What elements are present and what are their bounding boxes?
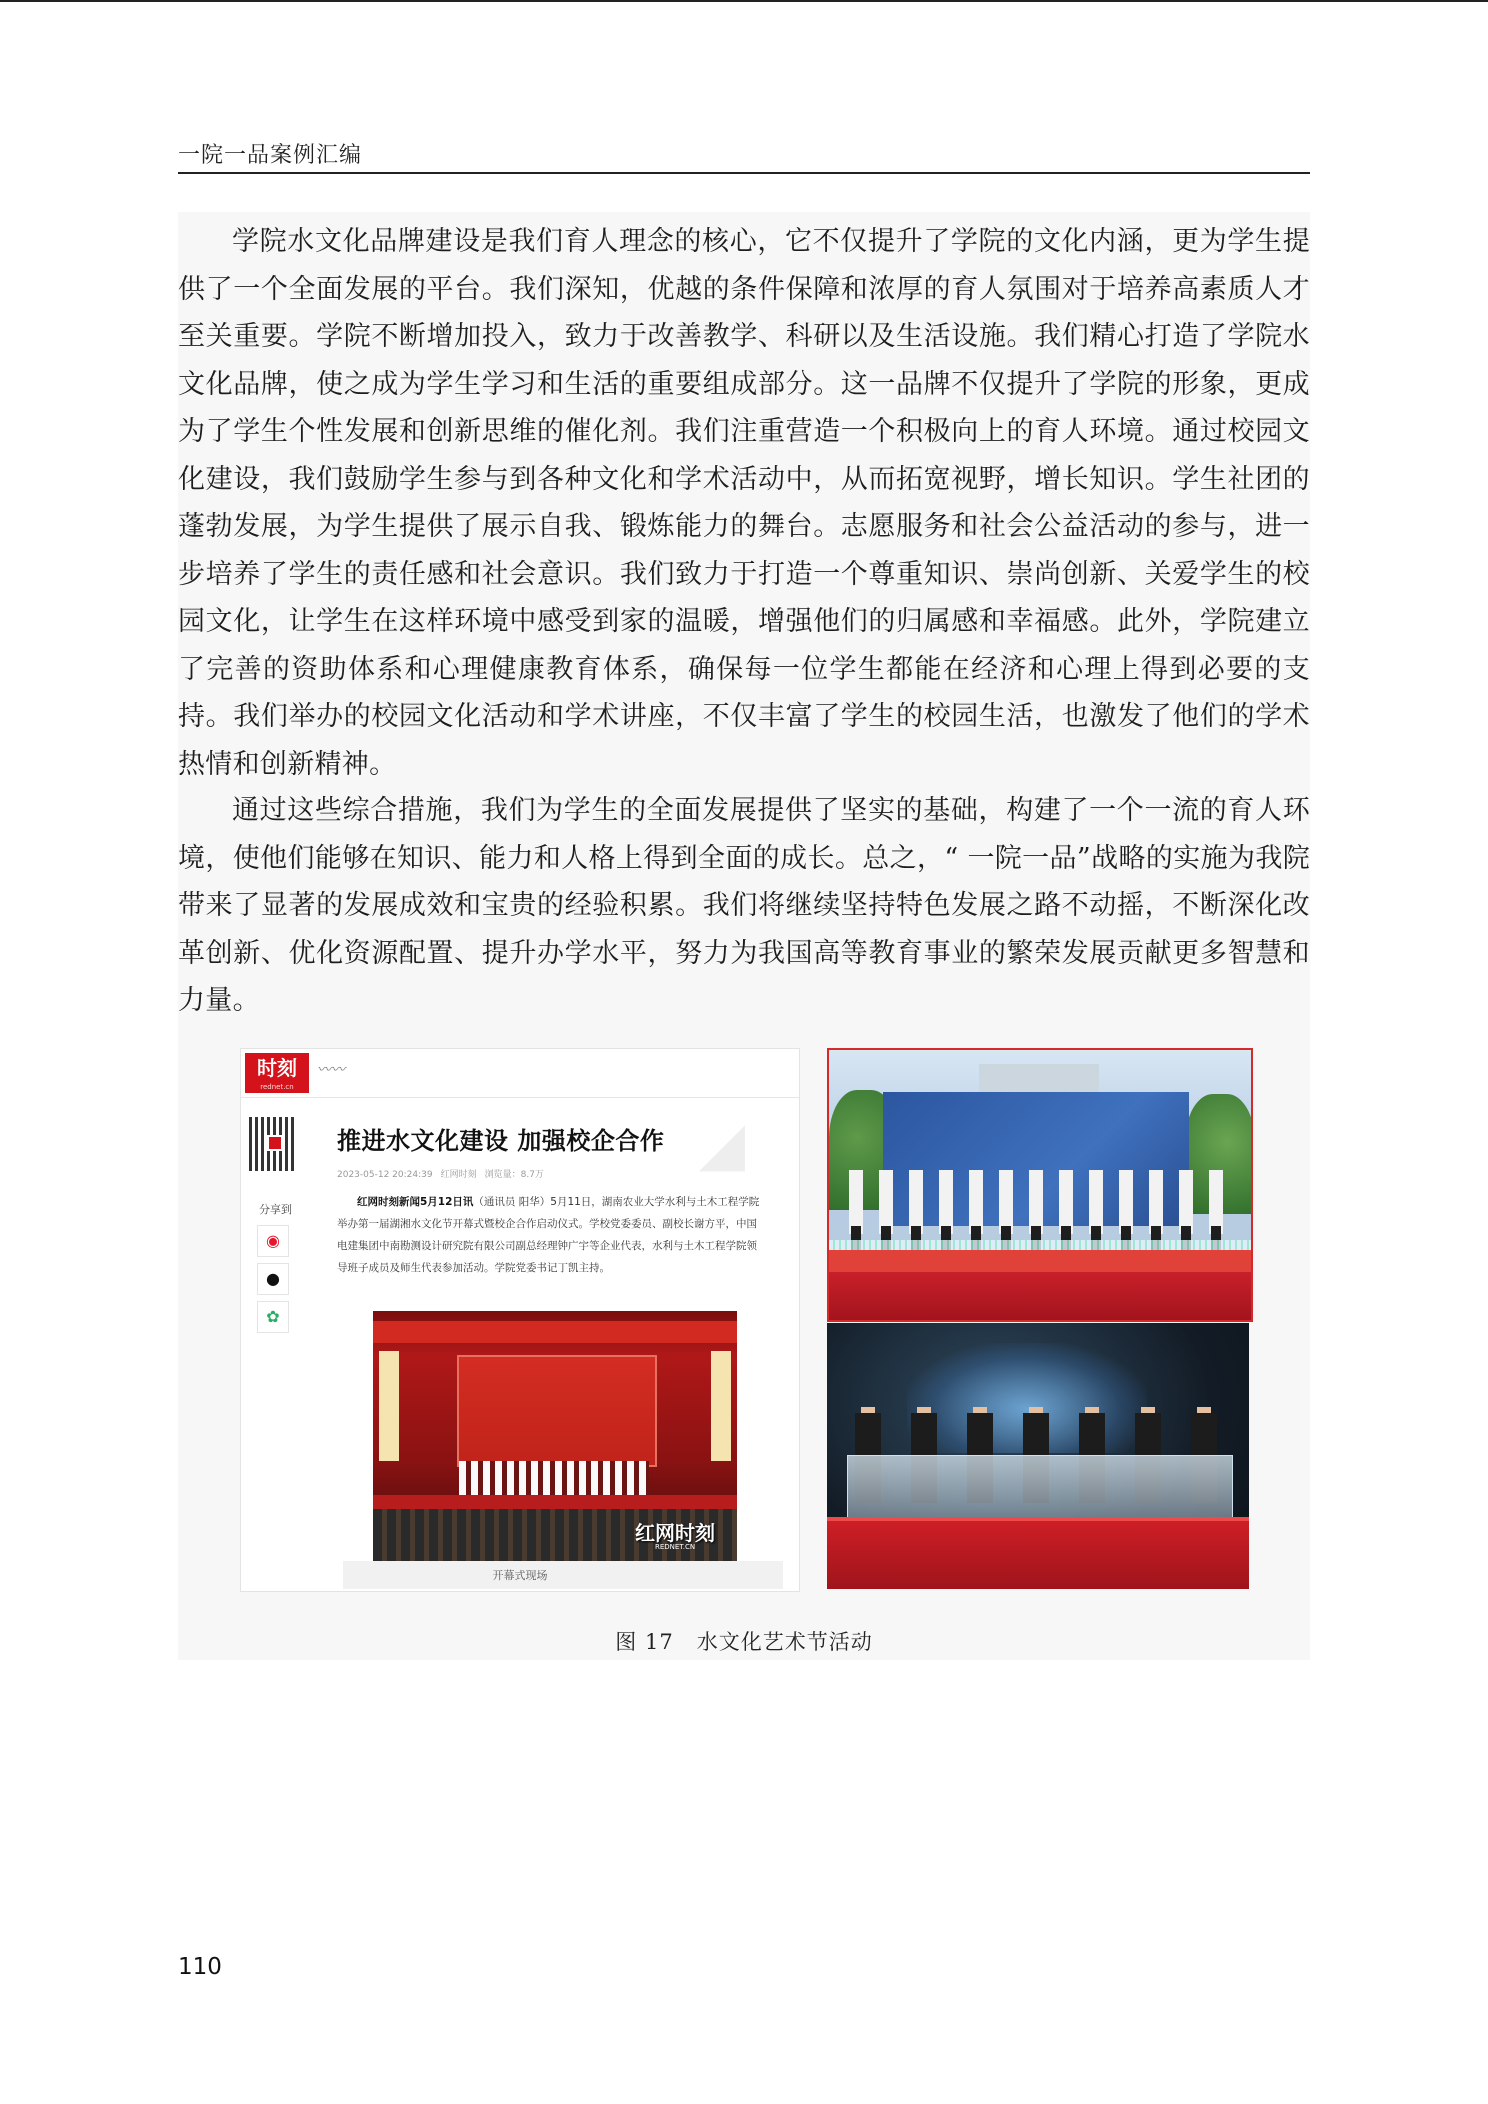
news-site-header bbox=[241, 1049, 799, 1098]
weibo-icon: ◉ bbox=[257, 1225, 289, 1257]
qq-icon: ● bbox=[257, 1263, 289, 1295]
photo-caption: 开幕式现场 bbox=[492, 1569, 548, 1582]
side-banner-left bbox=[379, 1351, 399, 1461]
watermark-graphic: ◢ bbox=[698, 1109, 746, 1179]
header-rule bbox=[178, 172, 1310, 174]
stage-floor bbox=[373, 1495, 737, 1509]
side-banner-right bbox=[711, 1351, 731, 1461]
article-source: 红网时刻 bbox=[440, 1170, 477, 1180]
stage-bottles bbox=[829, 1240, 1251, 1250]
news-article-screenshot bbox=[240, 1048, 800, 1592]
article-text: （通讯员 阳华）5月11日，湖南农业大学水利与土木工程学院举办第一届湖湘水文化节开幕式暨校企合作启动仪式。学校党委委员、副校长谢方平，中国电建集团中南勘测设计研究院有限公司副总经理钟广宇等企业代表，水利与土木工程学院领导班子成员及师生代表参加活动。学院党委书记丁凯主持。 bbox=[337, 1196, 760, 1274]
ceremony-banner bbox=[373, 1321, 737, 1343]
stage-screen bbox=[457, 1355, 657, 1467]
water-pouring-ceremony-photo bbox=[827, 1323, 1249, 1589]
article-views: 浏览量：8.7万 bbox=[484, 1170, 544, 1180]
page-number: 110 bbox=[178, 1954, 222, 1980]
calligraphy-logo: 〰〰 bbox=[317, 1062, 345, 1078]
ceremony-photo bbox=[373, 1311, 737, 1561]
top-border bbox=[0, 0, 1488, 2]
article-time: 2023-05-12 20:24:39 bbox=[337, 1170, 433, 1180]
outdoor-oath-photo bbox=[827, 1048, 1253, 1322]
figure-title: 水文化艺术节活动 bbox=[696, 1630, 873, 1654]
stage-carpet bbox=[829, 1250, 1251, 1274]
stage-performers bbox=[459, 1461, 649, 1495]
article-title: 推进水文化建设 加强校企合作 bbox=[337, 1127, 665, 1155]
running-header: 一院一品案例汇编 bbox=[178, 143, 363, 168]
site-logo-text: 时刻 bbox=[257, 1056, 297, 1080]
wechat-icon: ✿ bbox=[257, 1301, 289, 1333]
figure-number: 图 17 bbox=[615, 1630, 674, 1654]
site-logo bbox=[245, 1053, 309, 1093]
article-lead: 红网时刻新闻5月12日讯 bbox=[357, 1196, 474, 1208]
photo-watermark-logo: 红网时刻 bbox=[635, 1521, 715, 1545]
body-paragraph-2: 通过这些综合措施，我们为学生的全面发展提供了坚实的基础，构建了一个一流的育人环境，使他们能够在知识、能力和人格上得到全面的成长。总之，“ 一院一品”战略的实施为我院带来了显著的发展成效和宝贵的经验积累。我们将继续坚持特色发展之路不动摇，不断深化改革创新、优化资源配置、提升办学水平，努力为我国高等教育事业的繁荣发展贡献更多智慧和力量。 bbox=[178, 795, 1310, 1016]
qr-code-center bbox=[267, 1135, 283, 1151]
body-paragraph-1: 学院水文化品牌建设是我们育人理念的核心，它不仅提升了学院的文化内涵，更为学生提供了一个全面发展的平台。我们深知，优越的条件保障和浓厚的育人氛围对于培养高素质人才至关重要。学院不断增加投入，致力于改善教学、科研以及生活设施。我们精心打造了学院水文化品牌，使之成为学生学习和生活的重要组成部分。这一品牌不仅提升了学院的形象，更成为了学生个性发展和创新思维的催化剂。我们注重营造一个积极向上的育人环境。通过校园文化建设，我们鼓励学生参与到各种文化和学术活动中，从而拓宽视野，增长知识。学生社团的蓬勃发展，为学生提供了展示自我、锻炼能力的舞台。志愿服务和社会公益活动的参与，进一步培养了学生的责任感和社会意识。我们致力于打造一个尊重知识、崇尚创新、关爱学生的校园文化，让学生在这样环境中感受到家的温暖，增强他们的归属感和幸福感。此外，学院建立了完善的资助体系和心理健康教育体系，确保每一位学生都能在经济和心理上得到必要的支持。我们举办的校园文化活动和学术讲座，不仅丰富了学生的校园生活，也激发了他们的学术热情和创新精神。 bbox=[178, 226, 1310, 780]
article-body bbox=[337, 1191, 763, 1279]
stage-skirt bbox=[829, 1272, 1251, 1320]
share-label: 分享到 bbox=[259, 1203, 292, 1216]
article-meta bbox=[337, 1167, 544, 1180]
photo-watermark-sub: REDNET.CN bbox=[655, 1543, 696, 1551]
red-stage bbox=[827, 1517, 1249, 1589]
figure-caption bbox=[178, 1626, 1310, 1656]
glass-water-table bbox=[847, 1455, 1233, 1519]
students-in-white bbox=[843, 1170, 1237, 1234]
site-logo-subtext: rednet.cn bbox=[260, 1083, 294, 1091]
stage-edge bbox=[827, 1517, 1249, 1521]
